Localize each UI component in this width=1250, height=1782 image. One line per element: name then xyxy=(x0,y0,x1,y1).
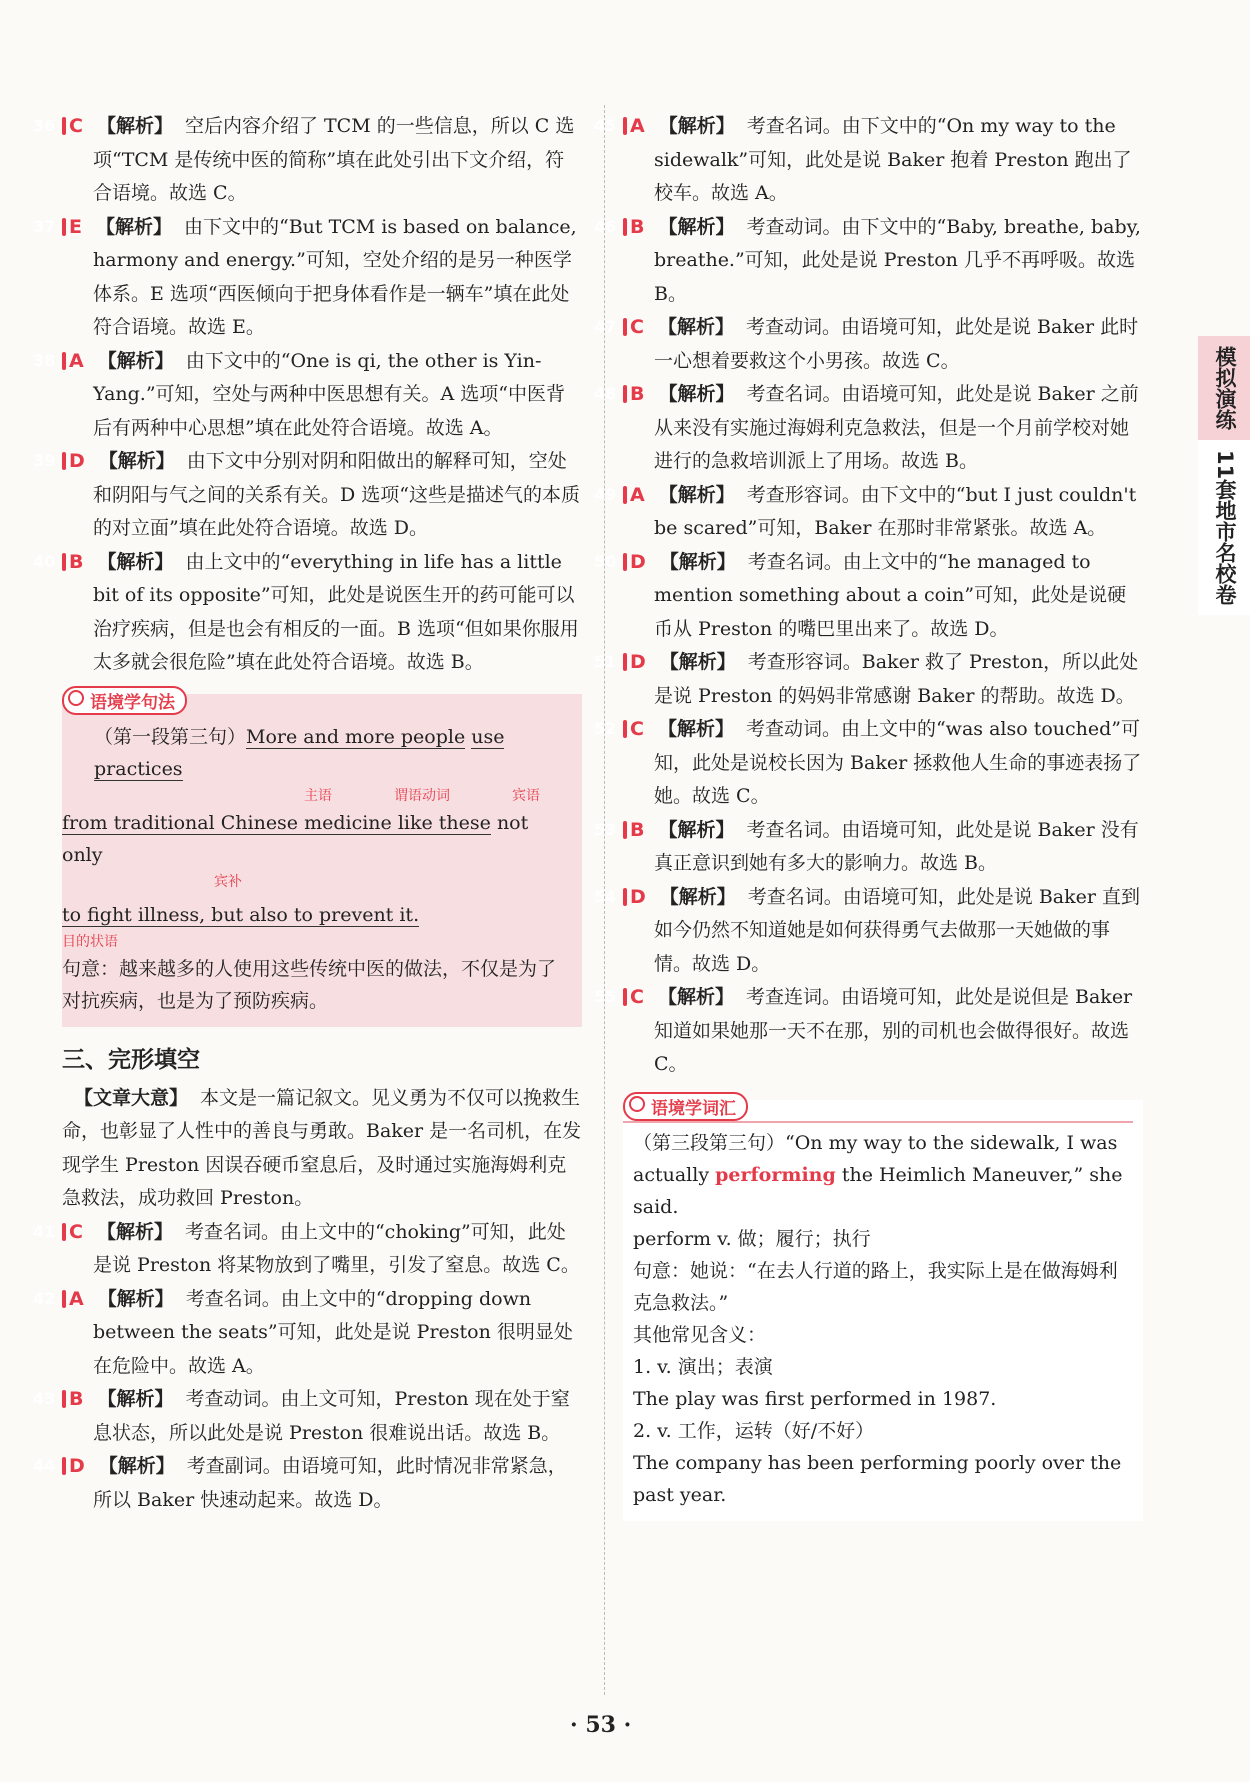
analysis-tag: 【解析】 xyxy=(657,986,734,1008)
question-body xyxy=(33,110,582,211)
analysis-tag: 【解析】 xyxy=(97,550,174,573)
side-tab-bottom: 11套地市名校卷 xyxy=(1213,450,1237,606)
side-tab xyxy=(1198,336,1250,615)
analysis-text: 考查连词。由语境可知，此处是说但是 Baker 知道如果她那一天不在那，别的司机也会做得很好。故选 C。 xyxy=(654,986,1133,1075)
answer-letter: C xyxy=(630,718,644,740)
question-body xyxy=(33,211,582,345)
question-body xyxy=(33,1383,582,1450)
answer-letter: D xyxy=(630,885,646,908)
answer-letter: D xyxy=(630,651,646,673)
right-column xyxy=(594,110,1143,1531)
vocab-box xyxy=(623,1100,1143,1521)
question-number: 45 xyxy=(623,117,627,135)
analysis-text: 由上文中的“everything in life has a little bit of its opposite”可知，此处是说医生开的药可能可以治疗疾病，但是也会有相反的一面。B 选项“但如果你服用太多就会很危险”填在此处符合语境。故选 B。 xyxy=(93,550,579,673)
analysis-text: 考查名词。由上文中的“choking”可知，此处是说 Preston 将某物放到了嘴里，引发了窒息。故选 C。 xyxy=(93,1220,580,1276)
question-item xyxy=(594,546,1143,647)
question-item xyxy=(33,1283,582,1384)
question-item xyxy=(33,211,582,345)
analysis-text: 考查动词。由语境可知，此处是说 Baker 此时一心想着要救这个小男孩。故选 C。 xyxy=(654,316,1139,372)
analysis-text: 考查副词。由语境可知，此时情况非常紧急，所以 Baker 快速动起来。故选 D。 xyxy=(93,1455,567,1511)
analysis-tag: 【解析】 xyxy=(658,818,735,841)
question-item xyxy=(594,981,1143,1082)
answer-letter: D xyxy=(69,1455,85,1477)
side-tab-top: 模拟演练 xyxy=(1198,336,1250,440)
analysis-text: 考查形容词。Baker 救了 Preston，所以此处是说 Preston 的妈妈非常感谢 Baker 的帮助。故选 D。 xyxy=(654,651,1139,707)
answer-letter: A xyxy=(630,115,645,137)
question-body xyxy=(594,646,1143,713)
analysis-tag: 【解析】 xyxy=(658,483,735,506)
question-body xyxy=(33,1450,582,1517)
analysis-tag: 【解析】 xyxy=(658,383,735,405)
answer-letter: C xyxy=(69,115,83,137)
question-body xyxy=(594,713,1143,814)
analysis-text: 空后内容介绍了 TCM 的一些信息，所以 C 选项“TCM 是传统中医的简称”填在此处引出下文介绍，符合语境。故选 C。 xyxy=(93,115,575,204)
analysis-text: 考查名词。由语境可知，此处是说 Baker 直到如今仍然不知道她是如何获得勇气去做那一天她做的事情。故选 D。 xyxy=(654,885,1141,975)
question-body xyxy=(594,311,1143,378)
page-number: · 53 · xyxy=(570,1712,632,1738)
question-body xyxy=(594,814,1143,881)
answer-letter: C xyxy=(630,316,644,338)
answer-letter: B xyxy=(630,818,645,841)
analysis-text: 考查名词。由上文中的“dropping down between the seats”可知，此处是说 Preston 很明显处在危险中。故选 A。 xyxy=(93,1287,573,1377)
analysis-text: 考查名词。由下文中的“On my way to the sidewalk”可知，此处是说 Baker 抱着 Preston 跑出了校车。故选 A。 xyxy=(654,115,1132,204)
right-question-list xyxy=(594,110,1143,1082)
sentence-source: （第一段第三句） xyxy=(94,725,247,748)
question-item xyxy=(594,211,1143,312)
answer-letter: B xyxy=(630,215,645,238)
analysis-tag: 【解析】 xyxy=(97,349,174,372)
question-body xyxy=(594,479,1143,546)
object-text: practices xyxy=(94,757,183,780)
answer-letter: B xyxy=(630,383,645,405)
vocab-other-label: 其他常见含义： xyxy=(633,1323,767,1346)
analysis-tag: 【解析】 xyxy=(658,215,735,238)
question-number: 38 xyxy=(62,352,66,370)
analysis-tag: 【解析】 xyxy=(96,115,173,137)
question-item xyxy=(594,713,1143,814)
vocab-example-2: The company has been performing poorly over the past year. xyxy=(633,1451,1122,1506)
section-title: 三、完形填空 xyxy=(62,1046,200,1073)
question-number: 44 xyxy=(62,1457,66,1475)
analysis-text: 由下文中的“One is qi, the other is Yin-Yang.”可知，空处与两种中医思想有关。A 选项“中医背后有两种中心思想”填在此处符合语境。故选 A。 xyxy=(93,349,566,439)
grammar-box-title: 语境学句法 xyxy=(62,686,187,715)
sentence-meaning: 句意：越来越多的人使用这些传统中医的做法，不仅是为了对抗疾病，也是为了预防疾病。 xyxy=(62,957,557,1012)
question-number: 49 xyxy=(623,486,627,504)
label-subject: 主语 xyxy=(304,787,332,804)
analysis-tag: 【解析】 xyxy=(659,550,736,573)
question-number: 52 xyxy=(623,720,627,738)
analysis-tag: 【解析】 xyxy=(98,1455,175,1477)
question-item xyxy=(33,1383,582,1450)
question-item xyxy=(33,1450,582,1517)
question-number: 48 xyxy=(623,385,627,403)
face-icon xyxy=(68,690,84,706)
question-item xyxy=(33,110,582,211)
question-number: 55 xyxy=(623,988,627,1006)
answer-letter: B xyxy=(69,550,84,573)
label-verb: 谓语动词 xyxy=(394,787,450,804)
grammar-box xyxy=(62,694,582,1027)
answer-letter: A xyxy=(69,349,84,372)
left-question-list-2 xyxy=(33,1216,582,1518)
complement-text: from traditional Chinese medicine like these xyxy=(62,811,491,834)
analysis-tag: 【解析】 xyxy=(98,450,175,472)
analysis-tag: 【解析】 xyxy=(657,718,734,740)
vocab-meaning-1: 1. v. 演出；表演 xyxy=(633,1355,773,1378)
question-body xyxy=(33,445,582,546)
question-number: 43 xyxy=(62,1390,66,1408)
analysis-text: 考查动词。由下文中的“Baby, breathe, baby, breathe.”可知，此处是说 Preston 几乎不再呼吸。故选 B。 xyxy=(654,215,1141,305)
question-item xyxy=(594,311,1143,378)
verb-text: use xyxy=(471,725,505,748)
question-item xyxy=(594,378,1143,479)
question-body xyxy=(594,211,1143,312)
label-purpose: 目的状语 xyxy=(62,933,118,950)
question-number: 51 xyxy=(623,653,627,671)
analysis-text: 考查名词。由语境可知，此处是说 Baker 没有真正意识到她有多大的影响力。故选 B。 xyxy=(654,818,1139,874)
question-item xyxy=(33,546,582,680)
summary-text: 本文是一篇记叙文。见义勇为不仅可以挽救生命，也彰显了人性中的善良与勇敢。Baker 是一名司机，在发现学生 Preston 因误吞硬币窒息后，及时通过实施海姆利克急救法，成功救回 Preston。 xyxy=(62,1086,582,1209)
answer-letter: D xyxy=(630,550,646,573)
question-body xyxy=(594,378,1143,479)
answer-letter: A xyxy=(69,1287,84,1310)
question-item xyxy=(33,445,582,546)
question-item xyxy=(594,881,1143,982)
vocab-example-1: The play was first performed in 1987. xyxy=(633,1387,997,1410)
question-body xyxy=(33,1283,582,1384)
question-body xyxy=(33,345,582,446)
question-number: 42 xyxy=(62,1290,66,1308)
question-number: 40 xyxy=(62,553,66,571)
face-icon xyxy=(629,1096,645,1112)
question-number: 54 xyxy=(623,888,627,906)
answer-letter: A xyxy=(630,483,645,506)
question-number: 36 xyxy=(62,117,66,135)
answer-letter: C xyxy=(630,986,644,1008)
vocab-sentence: （第三段第三句）“On my way to the sidewalk, I was actually performing the Heimlich Maneuver,” she said. xyxy=(633,1131,1123,1218)
analysis-text: 考查名词。由上文中的“he managed to mention something about a coin”可知，此处是说硬币从 Preston 的嘴巴里出来了。故选 D。 xyxy=(654,550,1127,640)
analysis-text: 考查动词。由上文可知，Preston 现在处于窒息状态，所以此处是说 Preston 很难说出话。故选 B。 xyxy=(93,1388,570,1444)
left-column xyxy=(33,110,582,1517)
question-number: 37 xyxy=(62,218,66,236)
question-number: 39 xyxy=(62,452,66,470)
analysis-tag: 【解析】 xyxy=(659,651,736,673)
vocab-meaning: 句意：她说：“在去人行道的路上，我实际上是在做海姆利克急救法。” xyxy=(633,1259,1118,1314)
analysis-tag: 【解析】 xyxy=(657,316,734,338)
question-item xyxy=(594,646,1143,713)
label-complement: 宾补 xyxy=(214,873,242,890)
question-item xyxy=(594,814,1143,881)
question-body xyxy=(594,981,1143,1082)
left-question-list xyxy=(33,110,582,680)
question-body xyxy=(594,110,1143,211)
analysis-text: 考查名词。由语境可知，此处是说 Baker 之前从来没有实施过海姆利克急救法，但是一个月前学校对她进行的急救培训派上了用场。故选 B。 xyxy=(654,383,1139,472)
analysis-tag: 【解析】 xyxy=(96,1220,173,1243)
analysis-tag: 【解析】 xyxy=(659,885,736,908)
answer-letter: B xyxy=(69,1388,84,1410)
answer-letter: E xyxy=(69,215,82,238)
analysis-tag: 【解析】 xyxy=(95,215,172,238)
question-body xyxy=(33,1216,582,1283)
question-body xyxy=(594,546,1143,647)
summary-tag: 【文章大意】 xyxy=(74,1086,189,1109)
analysis-text: 考查形容词。由下文中的“but I just couldn't be scared”可知，Baker 在那时非常紧张。故选 A。 xyxy=(654,483,1137,539)
question-number: 50 xyxy=(623,553,627,571)
summary-paragraph xyxy=(62,1082,582,1216)
question-item xyxy=(33,345,582,446)
not-only-text: not only xyxy=(62,811,529,866)
question-body xyxy=(33,546,582,680)
subject-text: More and more people xyxy=(246,725,466,748)
analysis-text: 考查动词。由上文中的“was also touched”可知，此处是说校长因为 Baker 拯救他人生命的事迹表扬了她。故选 C。 xyxy=(654,718,1142,807)
question-item xyxy=(33,1216,582,1283)
purpose-text: to fight illness, but also to prevent it. xyxy=(62,903,420,926)
analysis-text: 由下文中的“But TCM is based on balance, harmony and energy.”可知，空处介绍的是另一种医学体系。E 选项“西医倾向于把身体看作是一辆车”填在此处符合语境。故选 E。 xyxy=(93,215,577,338)
question-number: 41 xyxy=(62,1223,66,1241)
analysis-tag: 【解析】 xyxy=(97,1388,174,1410)
analysis-tag: 【解析】 xyxy=(658,115,735,137)
analysis-tag: 【解析】 xyxy=(97,1287,174,1310)
vocab-meaning-2: 2. v. 工作，运转（好/不好） xyxy=(633,1419,875,1442)
question-item xyxy=(594,110,1143,211)
answer-letter: C xyxy=(69,1220,83,1243)
question-number: 53 xyxy=(623,821,627,839)
question-number: 46 xyxy=(623,218,627,236)
vocab-definition: perform v. 做；履行；执行 xyxy=(633,1227,871,1250)
question-body xyxy=(594,881,1143,982)
question-item xyxy=(594,479,1143,546)
question-number: 47 xyxy=(623,318,627,336)
vocab-box-title: 语境学词汇 xyxy=(623,1092,748,1121)
label-object: 宾语 xyxy=(512,787,540,804)
answer-letter: D xyxy=(69,450,85,472)
highlight-word: performing xyxy=(715,1163,836,1186)
analysis-text: 由下文中分别对阴和阳做出的解释可知，空处和阴阳与气之间的关系有关。D 选项“这些是描述气的本质的对立面”填在此处符合语境。故选 D。 xyxy=(93,450,580,539)
